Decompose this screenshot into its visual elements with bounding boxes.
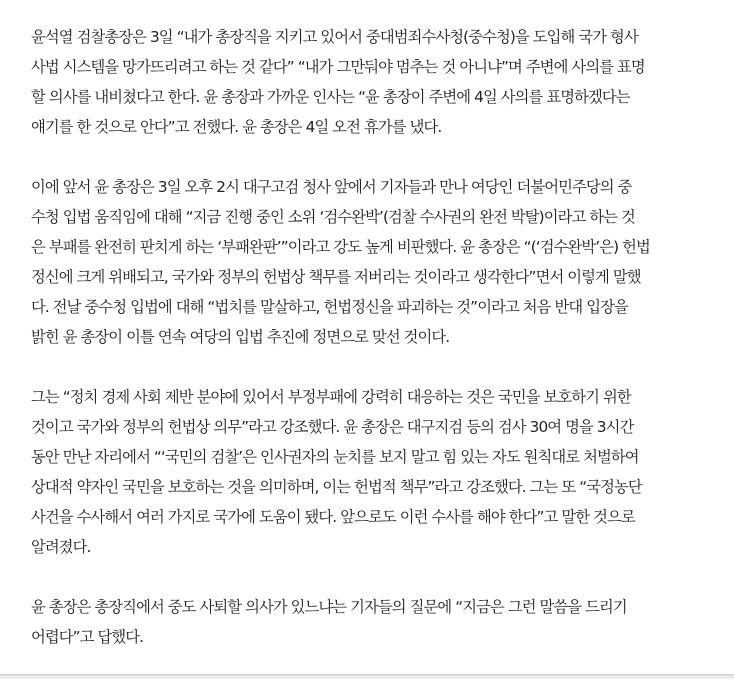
paragraph-1 bbox=[31, 22, 721, 142]
text-line: 윤 총장은 총장직에서 중도 사퇴할 의사가 있느냐는 기자들의 질문에 “지금은 그런 말씀을 드리기 bbox=[31, 598, 627, 616]
text-line: 은 부패를 완전히 판치게 하는 ‘부패완판’”이라고 강도 높게 비판했다. 윤 총장은 “(‘검수완박’은) 헌법 bbox=[31, 238, 650, 256]
text-line: 수청 입법 움직임에 대해 “지금 진행 중인 소위 ‘검수완박’(검찰 수사권의 완전 박탈)이라고 하는 것 bbox=[31, 208, 635, 226]
paragraph-3 bbox=[31, 382, 721, 562]
paragraph-4 bbox=[31, 592, 721, 652]
text-line: 밝힌 윤 총장이 이틀 연속 여당의 입법 추진에 정면으로 맞선 것이다. bbox=[31, 328, 450, 346]
article-body bbox=[31, 22, 721, 652]
paragraph-2 bbox=[31, 172, 721, 352]
text-line: 사건을 수사해서 여러 가지로 국가에 도움이 됐다. 앞으로도 이런 수사를 해야 한다”고 말한 것으로 bbox=[31, 508, 635, 526]
text-line: 것이고 국가와 정부의 헌법상 의무”라고 강조했다. 윤 총장은 대구지검 등의 검사 30여 명을 3시간 bbox=[31, 418, 634, 436]
text-line: 그는 “정치 경제 사회 제반 분야에 있어서 부정부패에 강력히 대응하는 것은 국민을 보호하기 위한 bbox=[31, 388, 631, 406]
text-line: 정신에 크게 위배되고, 국가와 정부의 헌법상 책무를 저버리는 것이라고 생각한다”면서 이렇게 말했 bbox=[31, 268, 641, 286]
text-line: 동안 만난 자리에서 “‘국민의 검찰’은 인사권자의 눈치를 보지 말고 힘 있는 자도 원칙대로 처벌하여 bbox=[31, 448, 639, 466]
text-line: 할 의사를 내비쳤다고 한다. 윤 총장과 가까운 인사는 “윤 총장이 주변에 4일 사의를 표명하겠다는 bbox=[31, 88, 630, 106]
text-line: 어렵다”고 답했다. bbox=[31, 628, 144, 646]
text-line: 이에 앞서 윤 총장은 3일 오후 2시 대구고검 청사 앞에서 기자들과 만나 여당인 더불어민주당의 중 bbox=[31, 178, 632, 196]
text-line: 얘기를 한 것으로 안다”고 전했다. 윤 총장은 4일 오전 휴가를 냈다. bbox=[31, 118, 442, 136]
text-line: 사법 시스템을 망가뜨리려고 하는 것 같다” “내가 그만둬야 멈추는 것 아니냐”며 주변에 사의를 표명 bbox=[31, 58, 645, 76]
bottom-divider bbox=[0, 674, 734, 679]
text-line: 윤석열 검찰총장은 3일 “내가 총장직을 지키고 있어서 중대범죄수사청(중수청)을 도입해 국가 형사 bbox=[31, 28, 638, 46]
text-line: 알려졌다. bbox=[31, 538, 91, 556]
text-line: 상대적 약자인 국민을 보호하는 것을 의미하며, 이는 헌법적 책무”라고 강조했다. 그는 또 “국정농단 bbox=[31, 478, 642, 496]
text-line: 다. 전날 중수청 입법에 대해 “법치를 말살하고, 헌법정신을 파괴하는 것”이라고 처음 반대 입장을 bbox=[31, 298, 628, 316]
